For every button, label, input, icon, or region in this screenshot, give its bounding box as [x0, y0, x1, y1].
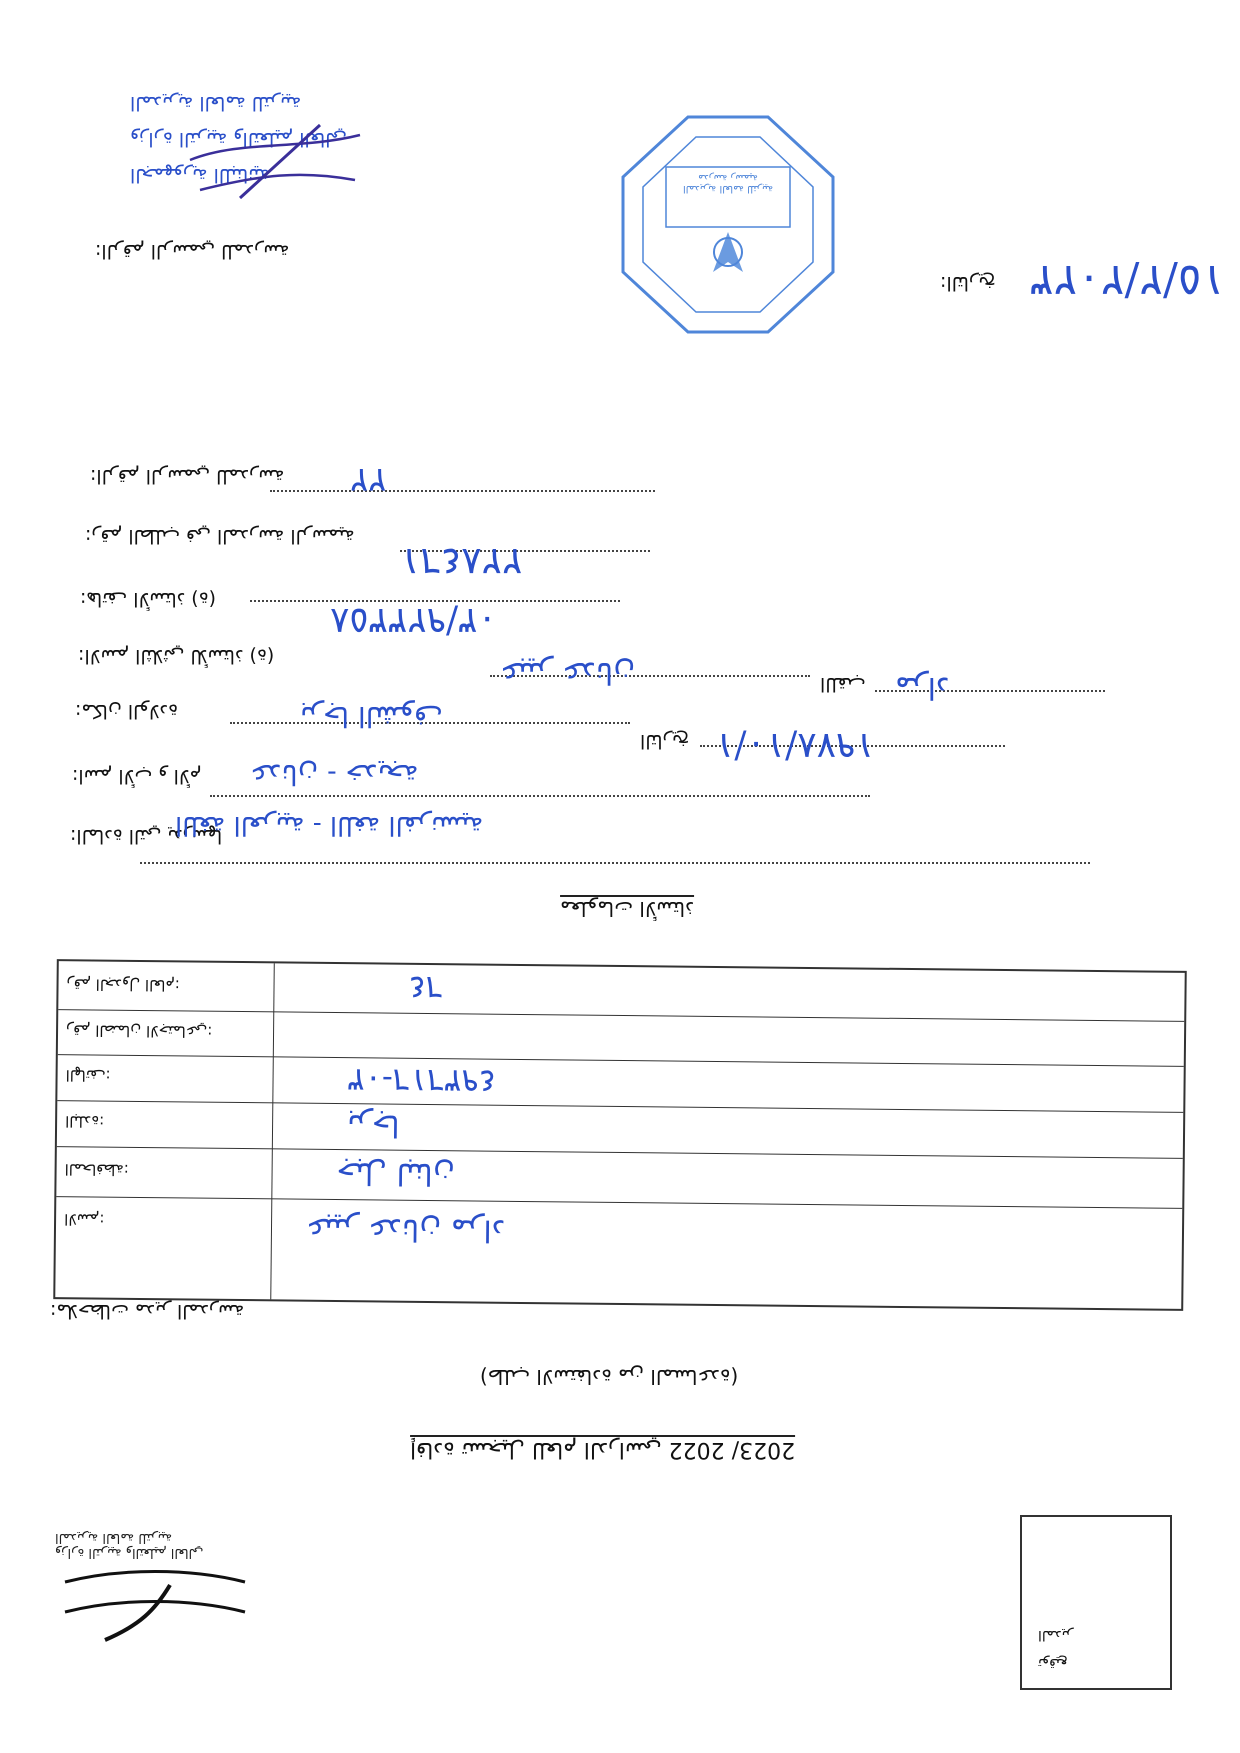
date-value: ١٥/٢/٢٠٢٣	[1030, 255, 1226, 306]
ministry-footer-line-1: وزارة التربية والتعليم العالي	[55, 1545, 204, 1560]
table-label: :رقم الجدول العام	[66, 975, 180, 995]
table-row	[55, 1196, 1182, 1311]
field-label-subject: :المادة التي يدرسها	[70, 825, 223, 847]
field-value-birthplace: برجا الشوف	[300, 700, 443, 733]
signature-box	[1020, 1515, 1172, 1690]
field-label-birthdate: التاريخ	[640, 730, 690, 752]
school-ref-label: :الرقم الرسمي للمدرسة	[95, 240, 290, 262]
table-value: ٠٣-٤٩٣٦١٦	[347, 1061, 497, 1101]
field-label-full-name: :الاسم الثلاثي للأستاذ (ة)	[78, 645, 275, 667]
ministry-footer-line-2: المديرية العامة للتربية	[55, 1530, 173, 1545]
signature-scribble	[180, 120, 370, 205]
table-label: :الهاتف	[65, 1066, 111, 1085]
form-subtitle: (طلب الاستفادة من المساعدة)	[480, 1365, 739, 1389]
field-label-parents: :اسم الأب و الأم	[72, 765, 202, 787]
table-label: :البلدة	[65, 1112, 105, 1131]
signbox-line-1: توقيع	[1038, 1655, 1068, 1671]
field-value-subject: اللغة العربية - اللغة الفرنسية	[175, 810, 484, 840]
ministry-line-2: وزارة التربية والتعليم العالي	[130, 128, 347, 150]
field-label-request-number: :رقم الطلب في المدرسة الرسمية	[85, 525, 355, 547]
field-value-surname: مراد	[895, 670, 950, 705]
table-label: :المحافظة	[64, 1160, 129, 1179]
ministry-footer	[55, 1530, 203, 1560]
field-value-phone: ٠٣/٩٢٣٣٥٨	[330, 600, 497, 641]
info-table	[53, 959, 1186, 1311]
ministry-line-3: المديرية العامة للتربية	[130, 92, 302, 114]
table-label: :رقم الضمان الاجتماعي	[65, 1021, 213, 1041]
table-value: عبير عدنان مراد	[305, 1210, 506, 1248]
dotline	[140, 862, 1090, 864]
field-value-full-name: عبير عدنان	[500, 655, 636, 690]
date-label: :التاريخ	[940, 272, 996, 294]
official-stamp	[618, 112, 838, 337]
table-value: جبل لبنان	[336, 1155, 456, 1192]
field-label-school-number: :الرقم الرسمي للمدرسة	[90, 465, 285, 487]
dotline	[210, 795, 870, 797]
field-value-birthdate: ١٩٧٨/١٠/١	[715, 725, 875, 766]
field-value-request-number: ٢٢٨٤٦١	[400, 540, 523, 584]
field-label-birthplace: :مكان الولادة	[75, 700, 178, 722]
field-label-surname: اللقب	[820, 673, 866, 695]
field-value-school-number: ٢٢	[350, 460, 387, 500]
table-value: برجا	[346, 1107, 400, 1143]
signbox-line-2: المدير	[1038, 1627, 1074, 1643]
field-value-parents: عدنان - خديجة	[250, 758, 419, 791]
ministry-logo-icon	[60, 1570, 250, 1645]
section-title: معلومات الأستاذ	[560, 897, 695, 921]
dotline	[270, 490, 655, 492]
field-label-phone: :هاتف الأستاذ (ة)	[80, 588, 217, 610]
stamp-line-1: المديرية العامة للتربية	[682, 183, 774, 194]
stamp-line-2: مدرسة رسمية	[698, 172, 758, 183]
form-title: إفادة تسجيل للعام الدراسي 2022 /2023	[410, 1437, 796, 1462]
principal-notes-label: :ملاحظات مدير المدرسة	[50, 1300, 245, 1322]
table-label: :الاسم	[63, 1210, 105, 1229]
ministry-line-1: الجمهورية اللبنانية	[130, 164, 270, 186]
table-value: ٦٤	[408, 968, 444, 1008]
